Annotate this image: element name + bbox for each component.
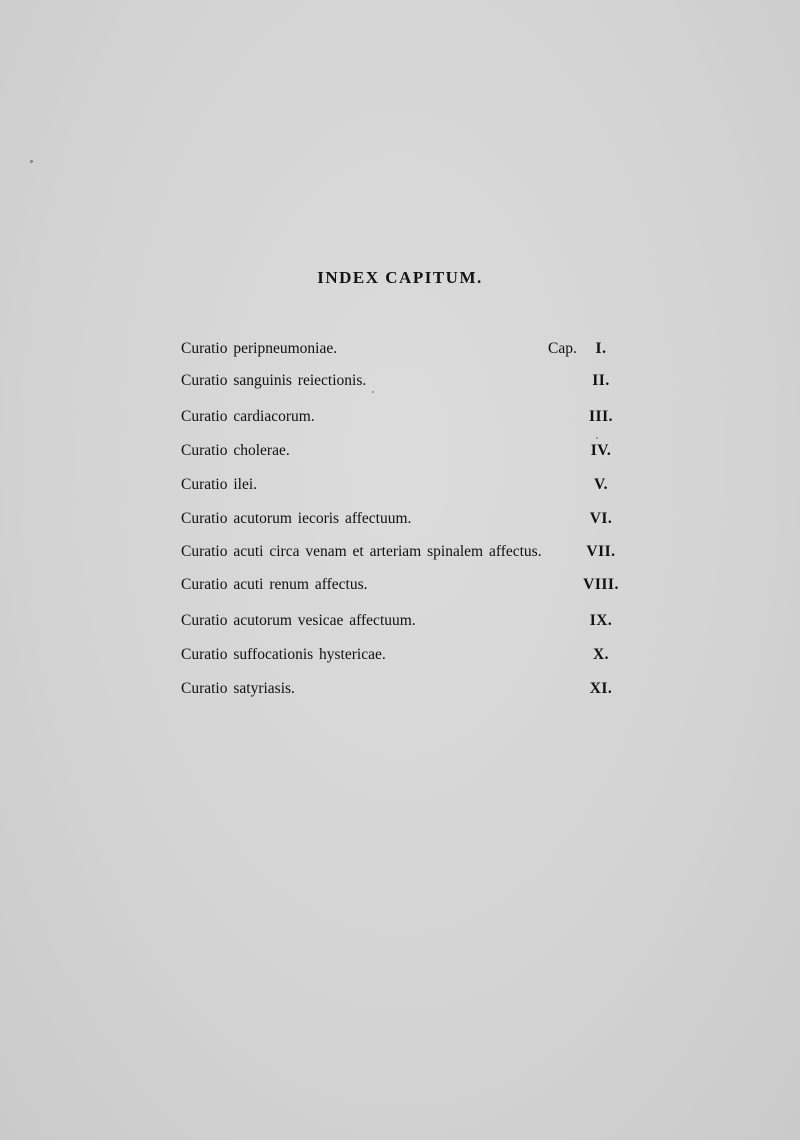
chapter-numeral: XI. <box>589 680 613 697</box>
chapter-row <box>181 372 631 396</box>
chapter-row <box>181 340 631 364</box>
chapter-label: Curatio ilei. <box>181 476 258 493</box>
chapter-label: Curatio sanguinis reiectionis. <box>181 372 367 389</box>
chapter-numeral: III. <box>589 408 613 425</box>
chapter-label: Curatio acutorum vesicae affectuum. <box>181 612 416 629</box>
chapter-row <box>181 510 631 534</box>
chapter-numeral: II. <box>592 372 610 389</box>
chapter-label: Curatio acuti renum affectus. <box>181 576 368 593</box>
chapter-label: Curatio peripneumoniae. <box>181 340 338 357</box>
chapter-label: Curatio cholerae. <box>181 442 290 459</box>
page-title: INDEX CAPITUM. <box>317 268 483 287</box>
chapter-label: Curatio acutorum iecoris affectuum. <box>181 510 412 527</box>
chapter-row <box>181 442 631 466</box>
cap-label: Cap. <box>548 340 577 357</box>
chapter-row <box>181 576 631 600</box>
chapter-label: Curatio suffocationis hystericae. <box>181 646 386 663</box>
chapter-numeral: VIII. <box>583 576 619 593</box>
chapter-numeral: VI. <box>589 510 613 527</box>
chapter-numeral: V. <box>593 476 609 493</box>
chapter-label: Curatio cardiacorum. <box>181 408 315 425</box>
chapter-row <box>181 543 631 567</box>
chapter-numeral: VII. <box>586 543 616 560</box>
chapter-row <box>181 680 631 704</box>
chapter-row <box>181 408 631 432</box>
chapter-label: Curatio satyriasis. <box>181 680 295 697</box>
chapter-numeral: X. <box>592 646 610 663</box>
chapter-numeral: IV. <box>590 442 612 459</box>
chapter-row <box>181 476 631 500</box>
chapter-numeral: IX. <box>589 612 613 629</box>
chapter-numeral: I. <box>595 340 607 357</box>
chapter-label: Curatio acuti circa venam et arteriam spinalem affectus. <box>181 543 542 560</box>
chapter-row <box>181 646 631 670</box>
chapter-row <box>181 612 631 636</box>
